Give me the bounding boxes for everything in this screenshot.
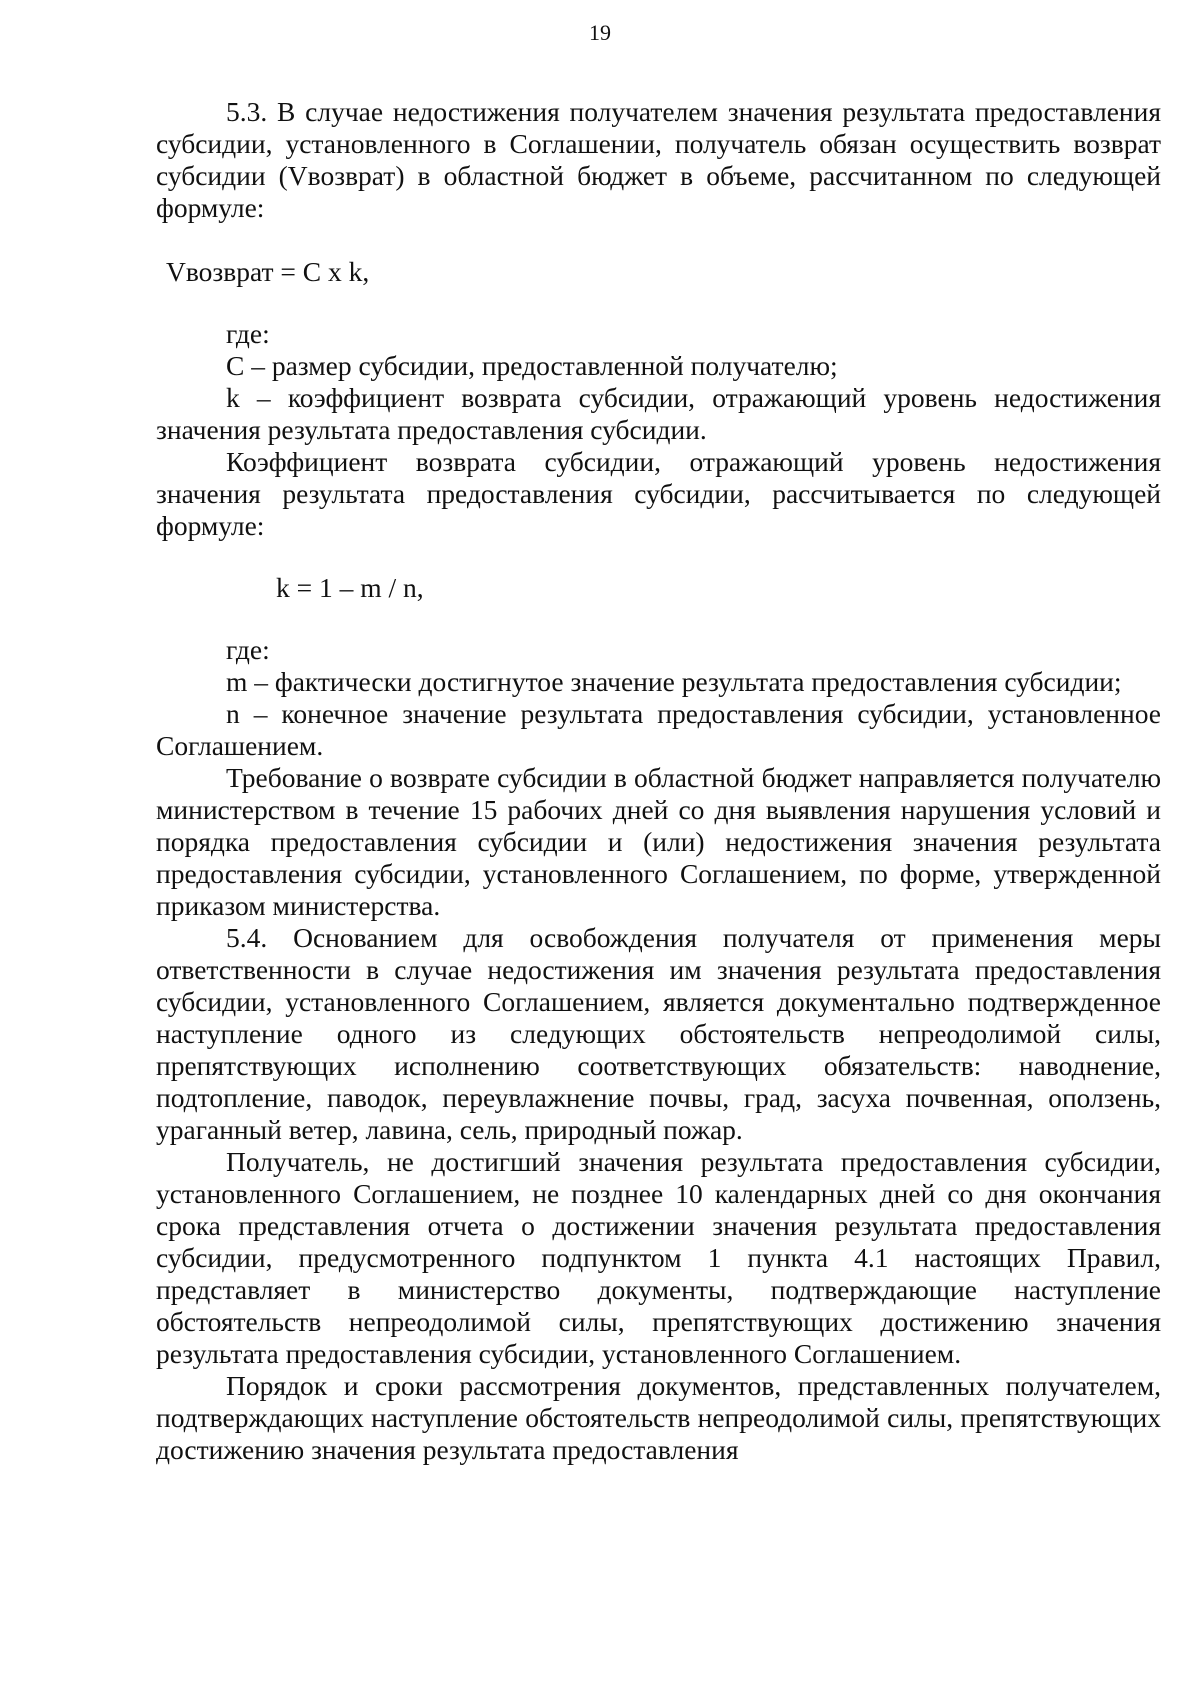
definition-n: n – конечное значение результата предоставления субсидии, установленное Соглашением. bbox=[156, 698, 1161, 761]
formula-coefficient: k = 1 – m / n, bbox=[276, 572, 424, 603]
where-label-2: где: bbox=[226, 634, 270, 665]
definition-k: k – коэффициент возврата субсидии, отражающий уровень недостижения значения результата предоставления субсидии. bbox=[156, 382, 1161, 445]
paragraph-5-3: 5.3. В случае недостижения получателем значения результата предоставления субсидии, установленного в Соглашении, получатель обязан осуществить возврат субсидии (Vвозврат) в областной бюджет в объеме, рассчитанном по следующей формуле: bbox=[156, 96, 1161, 223]
page-number: 19 bbox=[589, 20, 611, 45]
paragraph-recipient: Получатель, не достигший значения результата предоставления субсидии, установленного Соглашением, не позднее 10 календарных дней со дня окончания срока представления отчета о достижении значения результата предоставления субсидии, предусмотренного подпунктом 1 пункта 4.1 настоящих Правил, представляет в министерство документы, подтверждающие наступление обстоятельств непреодолимой силы, препятствующих достижению значения результата предоставления субсидии, установленного Соглашением. bbox=[156, 1146, 1161, 1369]
paragraph-5-4: 5.4. Основанием для освобождения получателя от применения меры ответственности в случае недостижения им значения результата предоставления субсидии, установленного Соглашением, является документально подтвержденное наступление одного из следующих обстоятельств непреодолимой силы, препятствующих исполнению соответствующих обязательств: наводнение, подтопление, паводок, переувлажнение почвы, град, засуха почвенная, оползень, ураганный ветер, лавина, сель, природный пожар. bbox=[156, 922, 1161, 1145]
definition-m: m – фактически достигнутое значение результата предоставления субсидии; bbox=[226, 666, 1122, 697]
document-body bbox=[156, 96, 1161, 1466]
definition-c: С – размер субсидии, предоставленной получателю; bbox=[226, 350, 838, 381]
where-label-1: где: bbox=[226, 318, 270, 349]
formula-return-amount: Vвозврат = С x k, bbox=[166, 256, 370, 287]
paragraph-procedure: Порядок и сроки рассмотрения документов, представленных получателем, подтверждающих наступление обстоятельств непреодолимой силы, препятствующих достижению значения результата предоставления bbox=[156, 1370, 1161, 1465]
paragraph-coefficient-intro: Коэффициент возврата субсидии, отражающий уровень недостижения значения результата предоставления субсидии, рассчитывается по следующей формуле: bbox=[156, 446, 1161, 541]
paragraph-requirement: Требование о возврате субсидии в областной бюджет направляется получателю министерством в течение 15 рабочих дней со дня выявления нарушения условий и порядка предоставления субсидии и (или) недостижения значения результата предоставления субсидии, установленного Соглашением, по форме, утвержденной приказом министерства. bbox=[156, 762, 1161, 921]
